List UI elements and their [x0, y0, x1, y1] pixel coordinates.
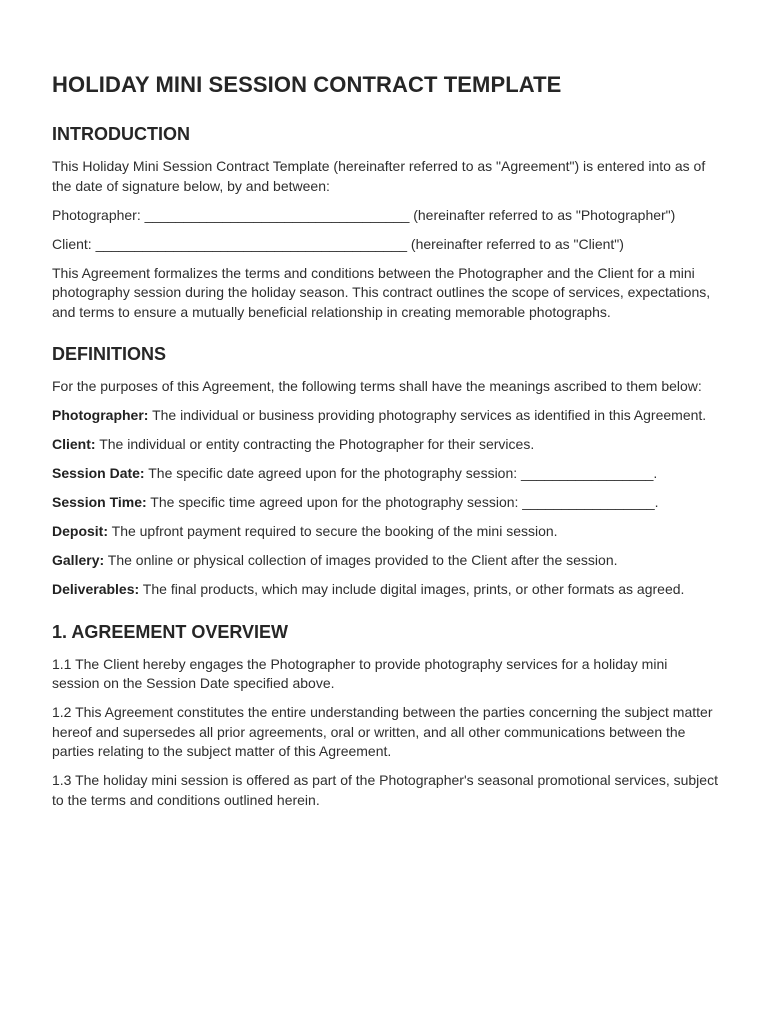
- definition-item: [52, 580, 718, 600]
- definition-term: Deposit:: [52, 523, 108, 539]
- document-title: HOLIDAY MINI SESSION CONTRACT TEMPLATE: [52, 72, 562, 97]
- agreement-overview-section: [52, 622, 718, 811]
- clause: 1.1 The Client hereby engages the Photographer to provide photography services for a holiday mini session on the Session Date specified above.: [52, 655, 668, 691]
- clause: 1.3 The holiday mini session is offered as part of the Photographer's seasonal promotional services, subject to the terms and conditions outlined herein.: [52, 772, 718, 808]
- photographer-line: Photographer: __________________________________ (hereinafter referred to as "Photographer"): [52, 206, 676, 223]
- definition-text: The specific time agreed upon for the photography session: _________________.: [146, 494, 659, 510]
- definition-term: Deliverables:: [52, 581, 140, 597]
- definition-text: The individual or entity contracting the Photographer for their services.: [95, 436, 535, 452]
- definitions-section: [52, 344, 718, 600]
- definition-term: Photographer:: [52, 407, 149, 423]
- definition-item: [52, 406, 718, 426]
- definition-text: The specific date agreed upon for the photography session: _________________.: [144, 465, 658, 481]
- definition-term: Client:: [52, 436, 96, 452]
- definition-term: Session Date:: [52, 465, 145, 481]
- definition-text: The upfront payment required to secure the booking of the mini session.: [108, 523, 558, 539]
- definition-text: The final products, which may include digital images, prints, or other formats as agreed.: [139, 581, 685, 597]
- definition-item: [52, 464, 718, 484]
- definitions-heading: DEFINITIONS: [52, 344, 167, 364]
- introduction-section: [52, 124, 718, 322]
- definition-item: [52, 551, 718, 571]
- introduction-paragraph: This Holiday Mini Session Contract Template (hereinafter referred to as "Agreement") is entered into as of the date of signature below, by and between:: [52, 158, 706, 194]
- introduction-heading: INTRODUCTION: [52, 124, 190, 144]
- agreement-overview-heading: 1. AGREEMENT OVERVIEW: [52, 621, 289, 642]
- client-line: Client: ________________________________________ (hereinafter referred to as "Client"): [52, 235, 624, 252]
- definition-text: The online or physical collection of images provided to the Client after the session.: [104, 552, 618, 568]
- clause: 1.2 This Agreement constitutes the entire understanding between the parties concerning the subject matter hereof and supersedes all prior agreements, oral or written, and all other communications between the parties relating to the subject matter of this Agreement.: [52, 704, 713, 759]
- introduction-paragraph: This Agreement formalizes the terms and conditions between the Photographer and the Client for a mini photography session during the holiday season. This contract outlines the scope of services, expectations, and terms to ensure a mutually beneficial relationship in creating memorable photographs.: [52, 264, 711, 320]
- definition-item: [52, 435, 718, 455]
- definition-item: [52, 493, 718, 513]
- definition-text: The individual or business providing photography services as identified in this Agreement.: [148, 407, 707, 423]
- definition-item: [52, 522, 718, 542]
- definition-term: Gallery:: [52, 552, 105, 568]
- definitions-intro: For the purposes of this Agreement, the following terms shall have the meanings ascribed to them below:: [52, 378, 702, 394]
- definition-term: Session Time:: [52, 494, 147, 510]
